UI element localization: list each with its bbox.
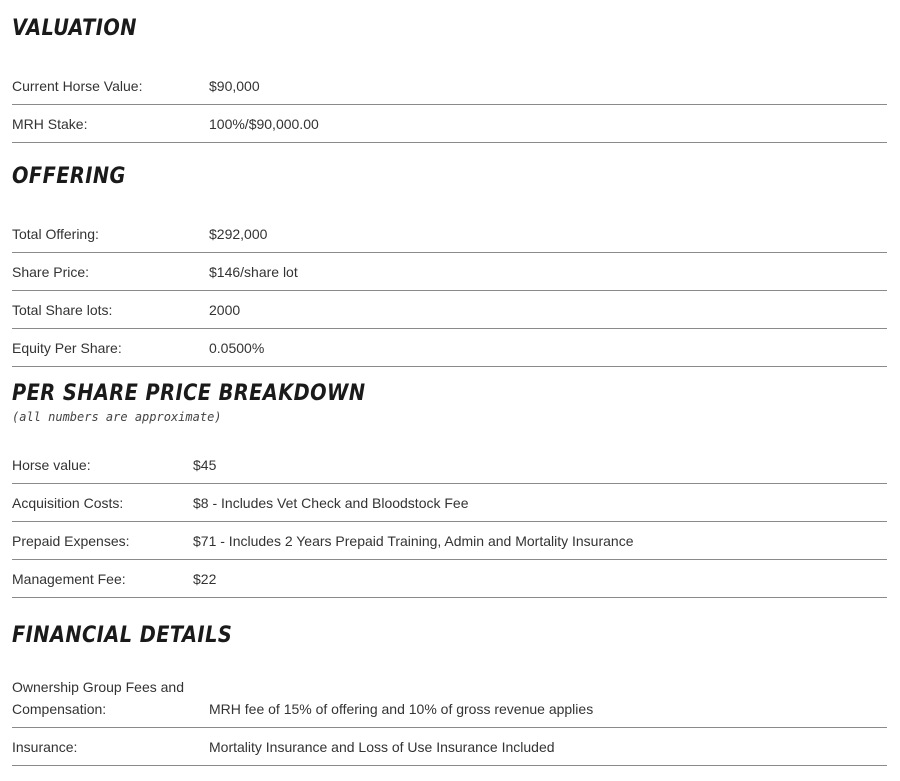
row-value: 2000 [209,302,241,318]
row-label: Current Horse Value: [12,78,143,94]
prepaid-expenses-row [12,522,887,560]
insurance-row [12,728,887,766]
row-value: 100%/$90,000.00 [209,116,319,132]
row-value: Mortality Insurance and Loss of Use Insurance Included [209,739,555,755]
horse-value-row [12,446,887,484]
row-label: Total Offering: [12,226,99,242]
valuation-table [12,67,887,143]
row-value: $292,000 [209,226,268,242]
share-price-row [12,253,887,291]
total-offering-row [12,215,887,253]
ownership-fees-row [12,668,887,728]
valuation-heading: VALUATION [12,16,137,41]
approximate-note: (all numbers are approximate) [12,410,222,424]
current-horse-value-row [12,67,887,105]
row-label-line: Compensation: [12,701,107,717]
row-value: $8 - Includes Vet Check and Bloodstock Fee [193,495,469,511]
price-breakdown-heading: PER SHARE PRICE BREAKDOWN [12,381,366,406]
acquisition-costs-row [12,484,887,522]
mrh-stake-row [12,105,887,143]
row-value: $146/share lot [209,264,298,280]
row-label: Total Share lots: [12,302,113,318]
valuation-section [12,16,887,143]
row-value: $90,000 [209,78,260,94]
offering-section [12,164,887,367]
row-label: Equity Per Share: [12,340,122,356]
financial-details-heading: FINANCIAL DETAILS [12,623,233,648]
row-label: Horse value: [12,457,91,473]
row-value: MRH fee of 15% of offering and 10% of gross revenue applies [209,701,594,717]
row-label: Management Fee: [12,571,126,587]
financial-details-table [12,668,887,766]
row-label: Insurance: [12,739,78,755]
row-label-line: Ownership Group Fees and [12,679,184,695]
offering-table [12,215,887,367]
offering-heading: OFFERING [12,164,126,189]
row-label: MRH Stake: [12,116,88,132]
row-value: $22 [193,571,217,587]
financial-details-section [12,623,887,766]
management-fee-row [12,560,887,598]
price-breakdown-table [12,446,887,598]
row-label [12,676,209,720]
row-label: Share Price: [12,264,90,280]
row-label: Acquisition Costs: [12,495,124,511]
row-value: $71 - Includes 2 Years Prepaid Training, Admin and Mortality Insurance [193,533,634,549]
equity-per-share-row [12,329,887,367]
row-label: Prepaid Expenses: [12,533,130,549]
total-share-lots-row [12,291,887,329]
row-value: 0.0500% [209,340,265,356]
row-value: $45 [193,457,217,473]
price-breakdown-section [12,381,887,598]
